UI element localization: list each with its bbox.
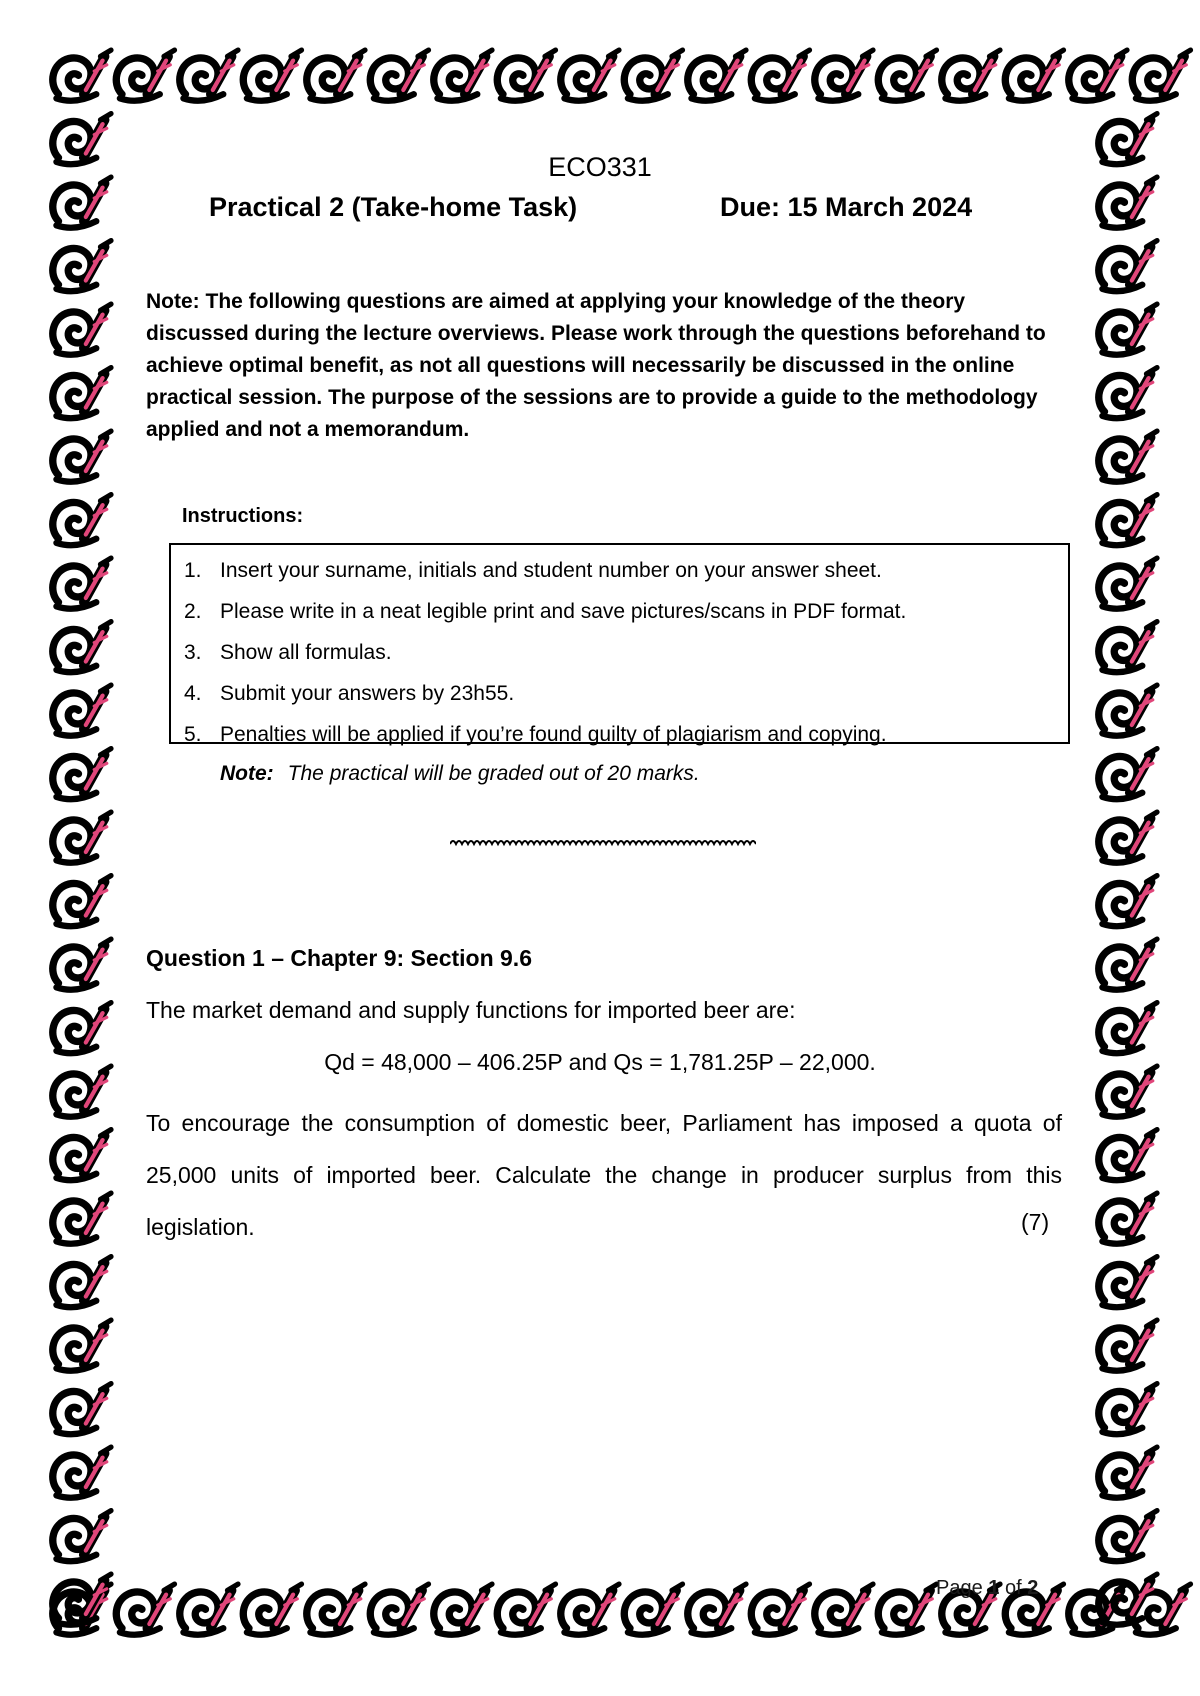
page-word: Page bbox=[936, 1577, 983, 1599]
item-text: Submit your answers by 23h55. bbox=[220, 682, 515, 705]
grade-note-label: Note: bbox=[220, 762, 274, 785]
item-text: Show all formulas. bbox=[220, 641, 392, 664]
practical-title: Practical 2 (Take-home Task) bbox=[209, 192, 578, 222]
grade-note-text: The practical will be graded out of 20 marks. bbox=[287, 762, 700, 785]
of-word: of bbox=[1004, 1577, 1022, 1599]
course-code: ECO331 bbox=[548, 152, 652, 182]
intro-note: Note: The following questions are aimed at applying your knowledge of the theory discussed during the lecture overviews. Please work through the questions beforehand to achieve optimal benefit, as not all questions will necessarily be discussed in the online practical session. The purpose of the sessions are to provide a guide to the methodology applied and not a memorandum. bbox=[146, 290, 1046, 441]
list-item bbox=[184, 717, 906, 758]
item-text: Insert your surname, initials and student number on your answer sheet. bbox=[220, 559, 882, 582]
question-heading: Question 1 – Chapter 9: Section 9.6 bbox=[146, 945, 532, 971]
question-intro: The market demand and supply functions for imported beer are: bbox=[146, 997, 796, 1023]
item-text: Please write in a neat legible print and save pictures/scans in PDF format. bbox=[220, 600, 907, 623]
question-marks: (7) bbox=[1021, 1209, 1050, 1235]
section-divider bbox=[450, 837, 756, 851]
page-total: 2 bbox=[1027, 1577, 1039, 1599]
page-number bbox=[936, 1577, 1038, 1600]
question-body: To encourage the consumption of domestic beer, Parliament has imposed a quota of 25,000 units of imported beer. Calculate the change in producer surplus from this legislation. bbox=[146, 1110, 1062, 1240]
grade-note bbox=[220, 762, 700, 786]
instructions-list bbox=[184, 553, 906, 758]
item-text: Penalties will be applied if you’re found guilty of plagiarism and copying. bbox=[220, 723, 887, 746]
due-date: Due: 15 March 2024 bbox=[720, 192, 973, 222]
item-number: 2. bbox=[184, 600, 202, 623]
list-item bbox=[184, 676, 906, 717]
item-number: 4. bbox=[184, 682, 202, 705]
list-item bbox=[184, 594, 906, 635]
list-item bbox=[184, 553, 906, 594]
page-current: 1 bbox=[988, 1577, 1000, 1599]
instructions-box bbox=[169, 543, 1070, 744]
item-number: 1. bbox=[184, 559, 202, 582]
item-number: 3. bbox=[184, 641, 202, 664]
instructions-heading: Instructions: bbox=[182, 505, 304, 527]
item-number: 5. bbox=[184, 723, 202, 746]
question-equation: Qd = 48,000 – 406.25P and Qs = 1,781.25P – 22,000. bbox=[324, 1049, 876, 1075]
list-item bbox=[184, 635, 906, 676]
